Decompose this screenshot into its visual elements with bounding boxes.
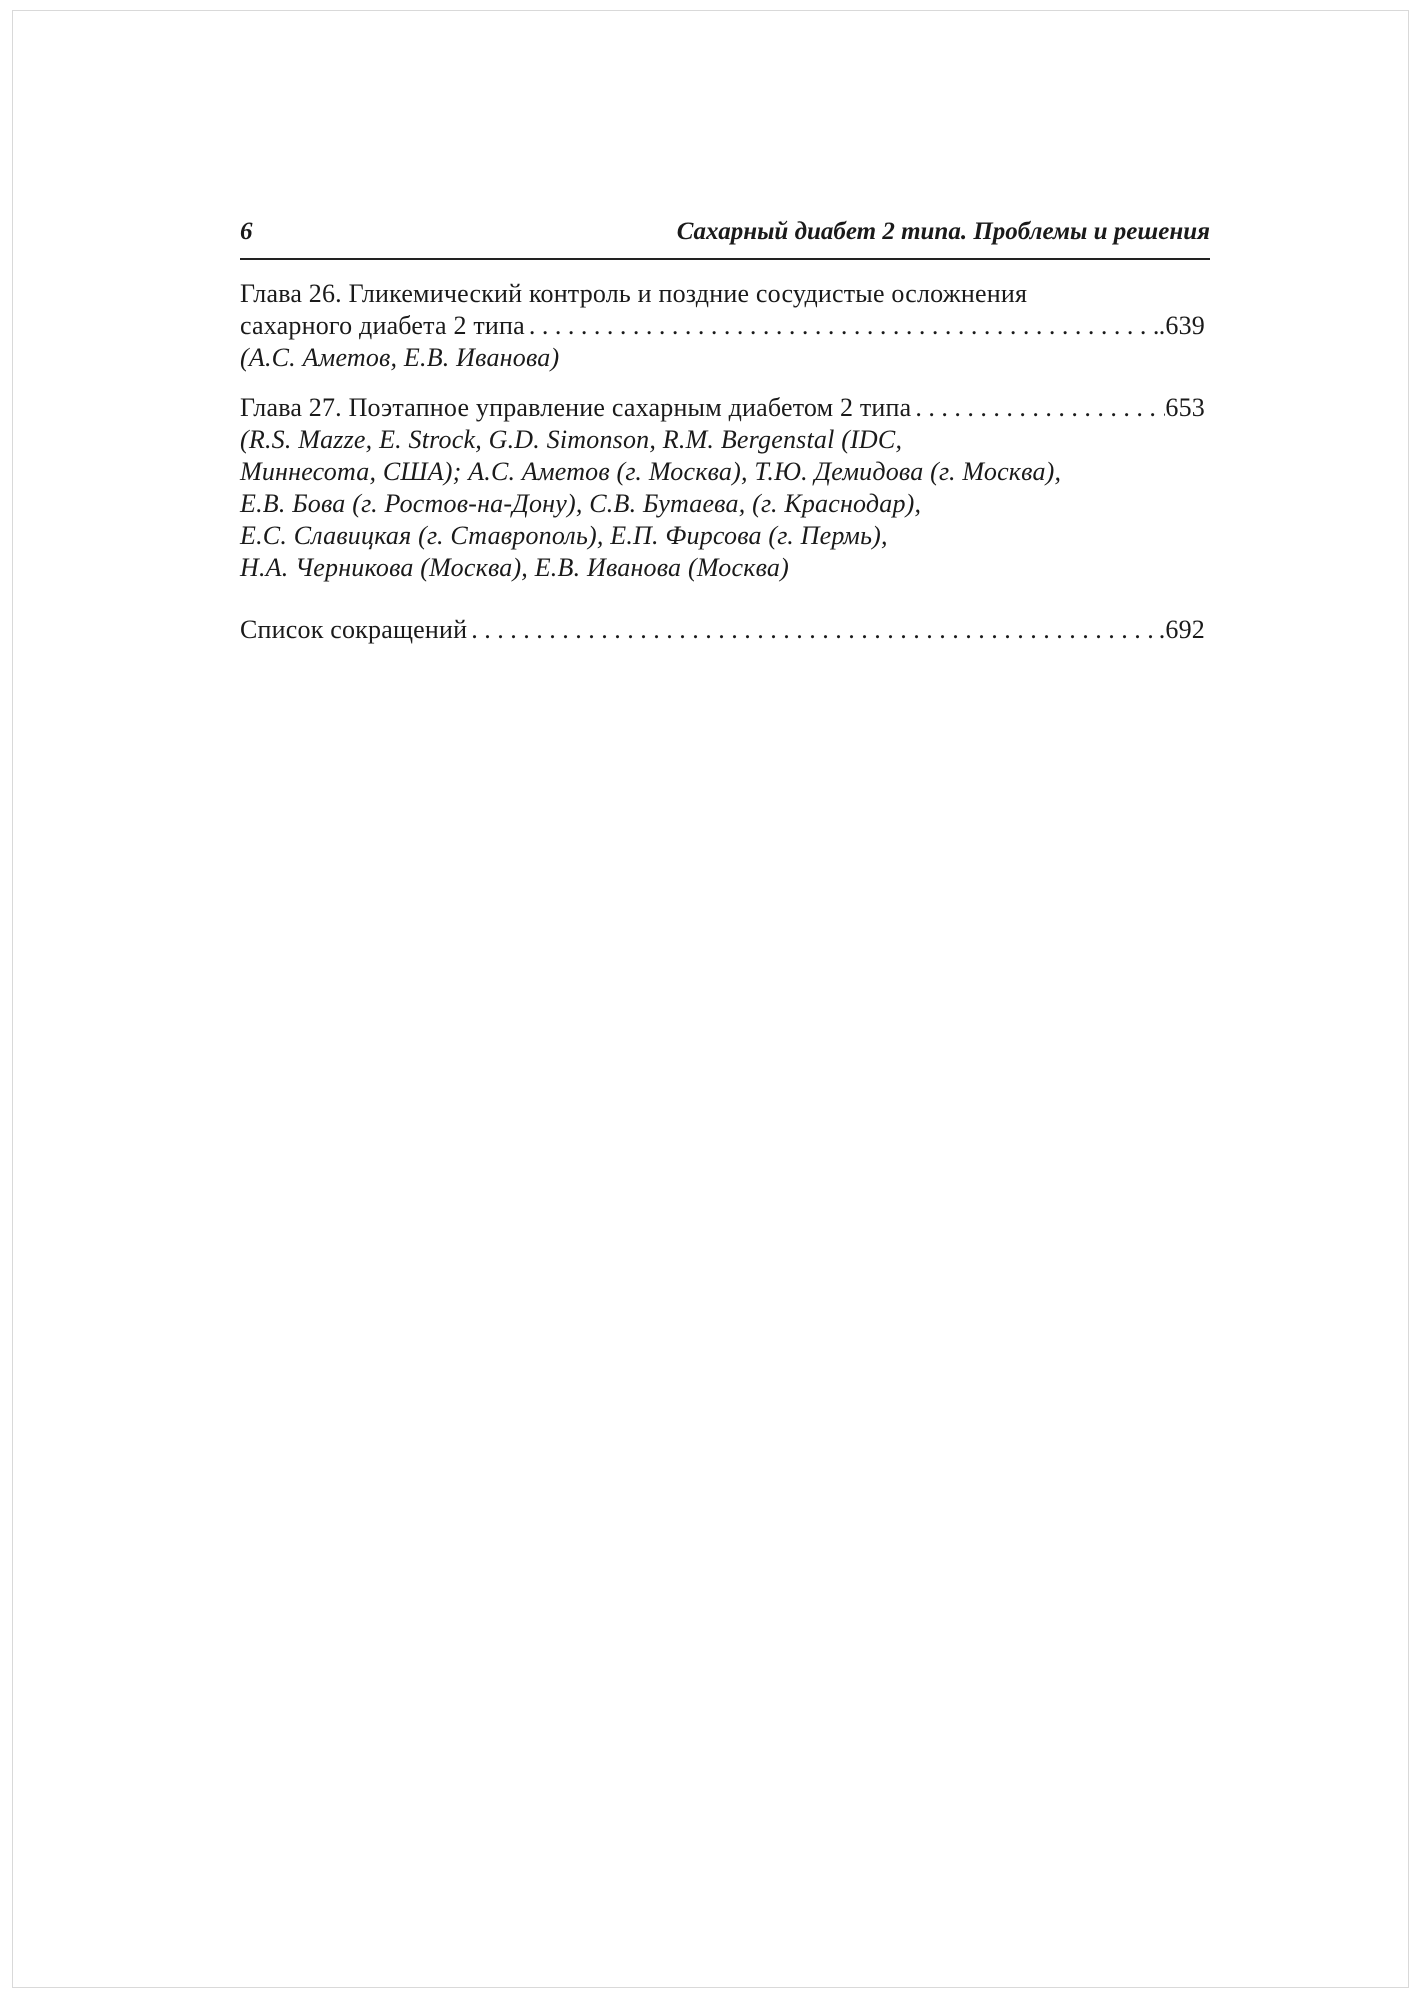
- toc-entry-chapter-26[interactable]: [240, 278, 1205, 374]
- toc-entry-authors-line-1: (R.S. Mazze, E. Strock, G.D. Simonson, R.M. Bergenstal (IDC,: [240, 425, 903, 454]
- toc-entry-title-continued: сахарного диабета 2 типа: [240, 311, 525, 340]
- dot-leader: [525, 310, 1159, 342]
- toc-entry-title: Глава 26. Гликемический контроль и поздние сосудистые осложнения: [240, 279, 1028, 308]
- toc-entry-leader-row: [240, 614, 1205, 646]
- toc-entry-page: .639: [1158, 311, 1205, 340]
- toc-entry-authors-line-5: Н.А. Черникова (Москва), Е.В. Иванова (Москва): [240, 553, 789, 582]
- toc-entry-leader-row: [240, 392, 1205, 424]
- dot-leader: [467, 614, 1158, 646]
- toc-entry-authors: (А.С. Аметов, Е.В. Иванова): [240, 343, 560, 372]
- table-of-contents: [240, 278, 1205, 646]
- toc-entry-chapter-27[interactable]: [240, 392, 1205, 584]
- running-head: [240, 214, 1210, 260]
- toc-entry-authors-line-2: Миннесота, США); А.С. Аметов (г. Москва), Т.Ю. Демидова (г. Москва),: [240, 457, 1062, 486]
- dot-leader: [911, 392, 1165, 424]
- toc-entry-title: Список сокращений: [240, 615, 468, 644]
- page-number: 6: [240, 218, 253, 245]
- toc-entry-authors-line-3: Е.В. Бова (г. Ростов-на-Дону), С.В. Бутаева, (г. Краснодар),: [240, 489, 922, 518]
- toc-entry-authors-line-4: Е.С. Славицкая (г. Ставрополь), Е.П. Фирсова (г. Пермь),: [240, 521, 888, 550]
- toc-entry-leader-row: [240, 310, 1205, 342]
- toc-entry-page: .692: [1158, 615, 1205, 644]
- book-title: Сахарный диабет 2 типа. Проблемы и решения: [676, 218, 1210, 245]
- toc-entry-title: Глава 27. Поэтапное управление сахарным диабетом 2 типа: [240, 393, 912, 422]
- toc-entry-page: 653: [1165, 393, 1205, 422]
- toc-entry-abbreviations[interactable]: [240, 614, 1205, 646]
